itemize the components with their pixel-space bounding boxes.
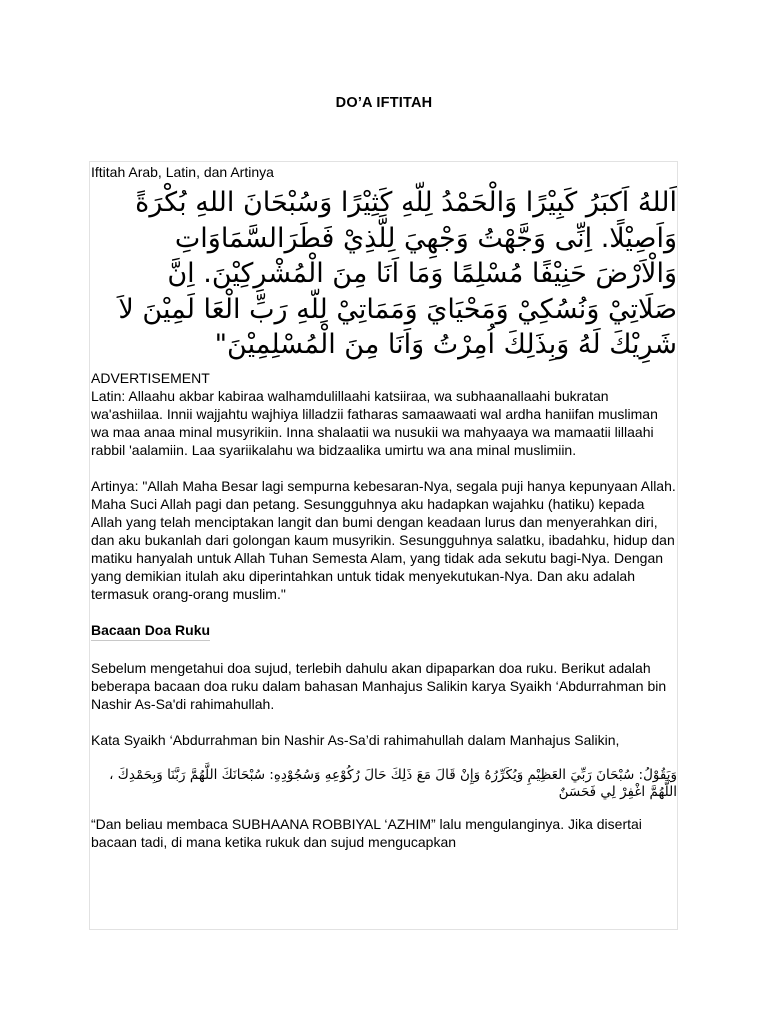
translation-paragraph: Artinya: "Allah Maha Besar lagi sempurna kebesaran-Nya, segala puji hanya kepunyaan Allah. Maha Suci Allah pagi dan petang. Sesungguhnya aku hadapkan wajahku (hatiku) kepada Allah yang telah menciptakan langit dan bumi dengan keadaan lurus dan menyerahkan diri, dan aku bukanlah dari golongan kaum musyrikin. Sesungguhnya salatku, ibadahku, hidup dan matiku hanyalah untuk Allah Tuhan Semesta Alam, yang tidak ada sekutu bagi-Nya. Dengan yang demikian itulah aku diperintahkan untuk tidak menyekutukan-Nya. Dan aku adalah termasuk orang-orang muslim." bbox=[91, 477, 676, 602]
document-body bbox=[90, 162, 677, 851]
arabic-ruku-quote: وَيَقُوْلُ: سُبْحَانَ رَبِّيَ العَظِيْمِ وَيُكَرِّرُهُ وَإِنْ قَالَ مَعَ ذَلِكَ حَالَ رُكُوْعِهِ وَسُجُوْدِهِ: سُبْحَانَكَ اللَّهُمَّ رَبَّنَا وَبِحَمْدِكَ ، اللَّهُمَّ اغْفِرْ لِي فَحَسَنٌ bbox=[109, 766, 677, 800]
quote-intro-paragraph: Kata Syaikh ‘Abdurrahman bin Nashir As-Sa’di rahimahullah dalam Manhajus Salikin, bbox=[91, 731, 620, 748]
document-content-frame bbox=[89, 161, 678, 930]
document-title: DO’A IFTITAH bbox=[335, 95, 433, 111]
advertisement-label: ADVERTISEMENT bbox=[91, 369, 210, 386]
section-heading bbox=[91, 621, 677, 641]
closing-paragraph: “Dan beliau membaca SUBHAANA ROBBIYAL ‘AZHIM” lalu mengulanginya. Jika disertai bacaan tadi, di mana ketika rukuk dan sujud mengucapkan bbox=[91, 815, 642, 850]
section-heading-text: Bacaan Doa Ruku bbox=[91, 621, 210, 641]
intro-paragraph: Sebelum mengetahui doa sujud, terlebih dahulu akan dipaparkan doa ruku. Berikut adalah beberapa bacaan doa ruku dalam bahasan Manhajus Salikin karya Syaikh ‘Abdurrahman bin Nashir As-Sa'di rahimahullah. bbox=[91, 659, 667, 712]
latin-transliteration-paragraph: Latin: Allaahu akbar kabiraa walhamdulillaahi katsiiraa, wa subhaanallaahi bukratan wa'ashiilaa. Innii wajjahtu wajhiya lilladzii fatharas samaawaati wal ardha haniifan musliman wa maa anaa minal musyrikiin. Inna shalaatii wa nusukii wa mahyaaya wa mamaatii lillaahi rabbil 'aalamiin. Laa syariikalahu wa bidzaalika umirtu wa ana minal muslimiin. bbox=[91, 387, 658, 458]
section-subtitle: Iftitah Arab, Latin, dan Artinya bbox=[91, 164, 274, 180]
arabic-iftitah-text: اَللهُ اَكبَرُ كَبِيْرًا وَالْحَمْدُ لِلّهِ كَثِيْرًا وَسُبْحَانَ اللهِ بُكْرَةً وَاَصِيْلًا. اِنِّى وَجَّهْتُ وَجْهِيَ لِلَّذِيْ فَطَرَالسَّمَاوَاتِ وَالْاَرْضَ حَنِيْفًا مُسْلِمًا وَمَا اَنَا مِنَ الْمُشْرِكِيْنَ. اِنَّ صَلَاتِيْ وَنُسُكِيْ وَمَحْيَايَ وَمَمَاتِيْ لِلّهِ رَبِّ الْعَا لَمِيْنَ لاَ شَرِيْكَ لَهُ وَبِذَلِكَ اُمِرْتُ وَاَنَا مِنَ الْمُسْلِمِيْنَ" bbox=[118, 187, 677, 360]
